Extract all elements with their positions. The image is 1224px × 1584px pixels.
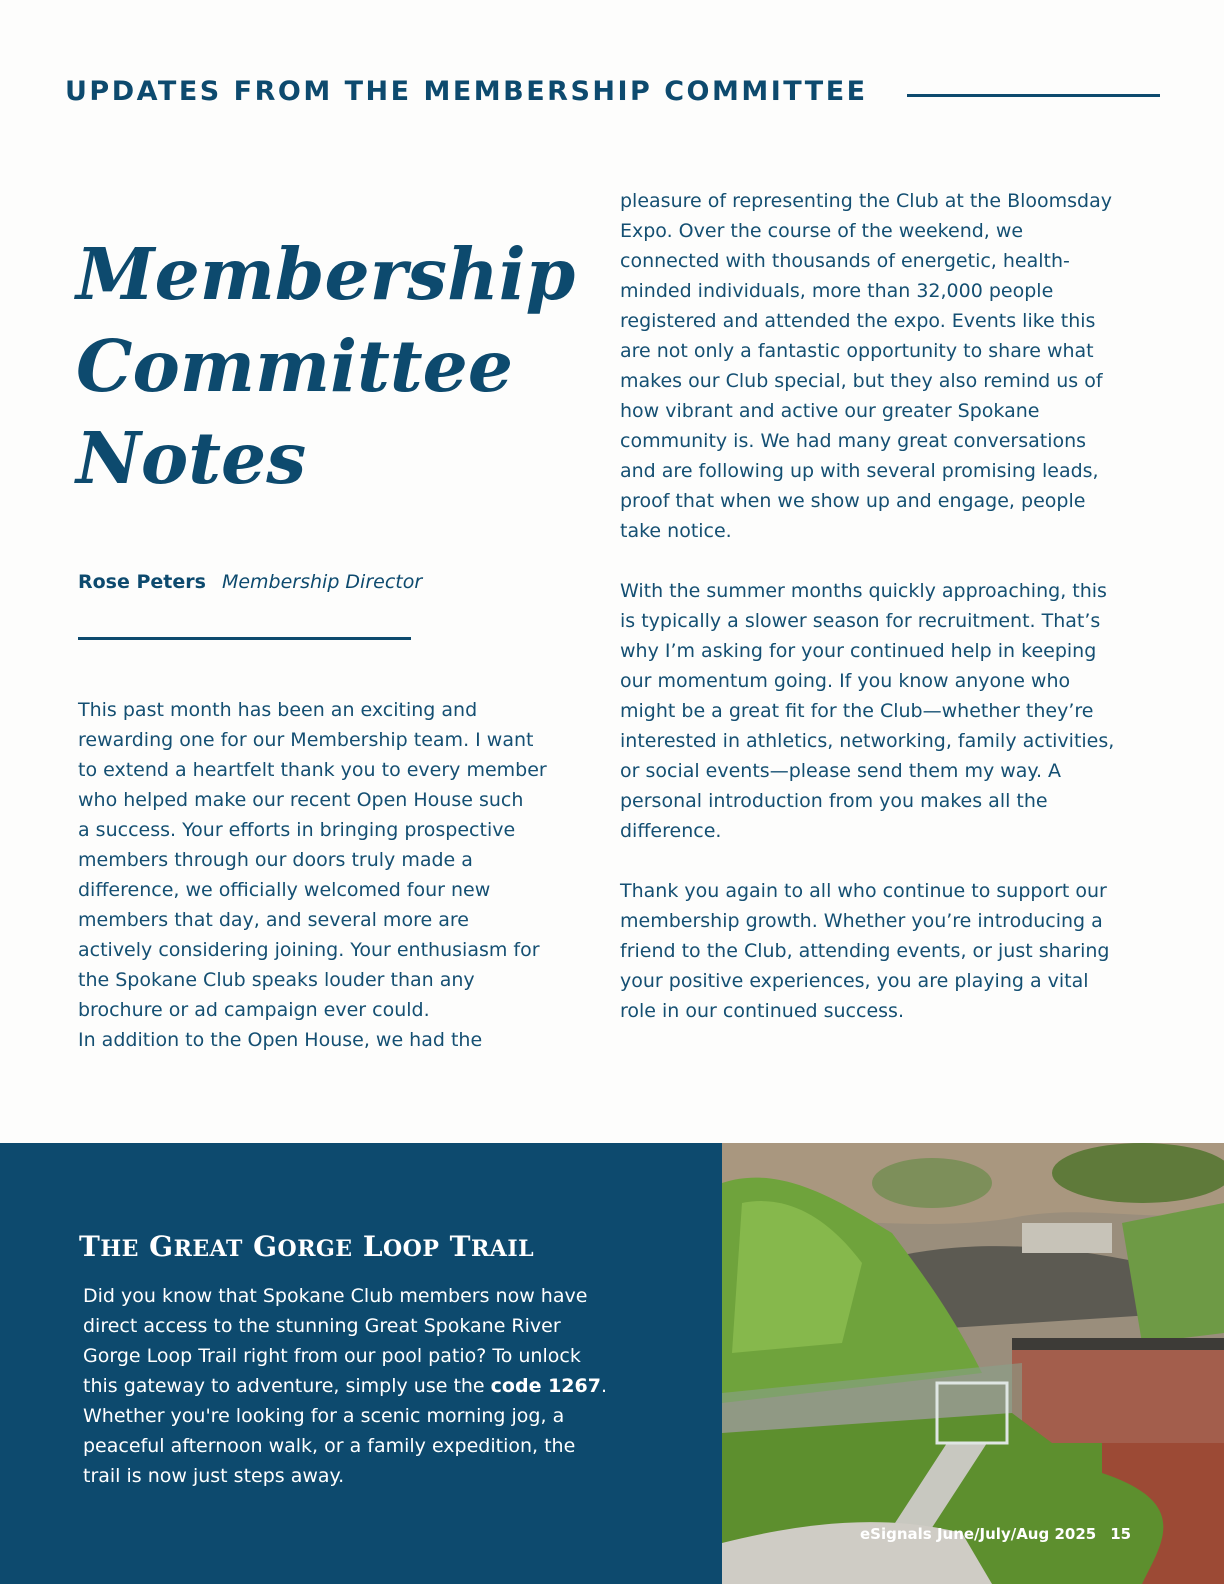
trail-line: Gorge Loop Trail right from our pool patio? To unlock — [83, 1345, 581, 1367]
paragraph-gap — [620, 846, 1114, 876]
body-line: brochure or ad campaign ever could. — [78, 999, 430, 1021]
body-line: actively considering joining. Your enthusiasm for — [78, 939, 540, 961]
trail-line-text: this gateway to adventure, simply use the — [83, 1375, 491, 1397]
right-column — [620, 186, 1114, 1026]
body-line: personal introduction from you makes all the — [620, 790, 1048, 812]
article-title — [76, 228, 576, 504]
body-line: and are following up with several promising leads, — [620, 460, 1099, 482]
body-line: difference. — [620, 820, 722, 842]
body-line: Expo. Over the course of the weekend, we — [620, 220, 1024, 242]
trail-line: direct access to the stunning Great Spokane River — [83, 1315, 561, 1337]
trail-title-part: REAT — [173, 1236, 243, 1262]
body-line: the Spokane Club speaks louder than any — [78, 969, 475, 991]
body-line: or social events—please send them my way. A — [620, 760, 1062, 782]
photo-trees-far — [1052, 1143, 1224, 1203]
trail-title-part: RAIL — [470, 1236, 535, 1262]
body-line: take notice. — [620, 520, 732, 542]
trail-title-part: G — [253, 1230, 278, 1263]
body-line: connected with thousands of energetic, health- — [620, 250, 1070, 272]
trail-title-part: OOP — [383, 1236, 440, 1262]
body-line: who helped make our recent Open House such — [78, 789, 524, 811]
photo-building — [1022, 1223, 1112, 1253]
body-line: your positive experiences, you are playing a vital — [620, 970, 1089, 992]
body-line: why I’m asking for your continued help in keeping — [620, 640, 1097, 662]
article-title-line: Committee — [76, 324, 514, 408]
trail-line-text: . — [600, 1375, 608, 1397]
body-line: minded individuals, more than 32,000 people — [620, 280, 1054, 302]
access-code: code 1267 — [490, 1375, 601, 1397]
trail-title-part: T — [79, 1230, 101, 1263]
body-line: a success. Your efforts in bringing prospective — [78, 819, 516, 841]
photo-shrubs — [872, 1158, 992, 1208]
trail-line — [83, 1371, 607, 1401]
body-line: Thank you again to all who continue to support our — [620, 880, 1107, 902]
article-title-line: Notes — [76, 416, 307, 500]
section-header: UPDATES FROM THE MEMBERSHIP COMMITTEE — [65, 76, 868, 107]
body-line: is typically a slower season for recruitment. That’s — [620, 610, 1101, 632]
trail-title-part: HE — [100, 1236, 139, 1262]
body-line: registered and attended the expo. Events like this — [620, 310, 1096, 332]
body-line: to extend a heartfelt thank you to every member — [78, 759, 547, 781]
trail-line: Whether you're looking for a scenic morning jog, a — [83, 1405, 565, 1427]
body-line: are not only a fantastic opportunity to share what — [620, 340, 1094, 362]
body-line: difference, we officially welcomed four new — [78, 879, 491, 901]
trail-photo — [722, 1143, 1224, 1584]
body-line: our momentum going. If you know anyone who — [620, 670, 1071, 692]
body-line: proof that when we show up and engage, people — [620, 490, 1086, 512]
byline-rule — [78, 637, 411, 640]
body-line: This past month has been an exciting and — [78, 699, 478, 721]
trail-title-part: ORGE — [277, 1236, 353, 1262]
body-line: makes our Club special, but they also remind us of — [620, 370, 1103, 392]
body-line: membership growth. Whether you’re introducing a — [620, 910, 1103, 932]
publication-name: eSignals June/July/Aug 2025 — [860, 1525, 1097, 1543]
byline — [78, 571, 422, 593]
body-line: community is. We had many great conversations — [620, 430, 1087, 452]
left-column — [78, 695, 547, 1055]
body-line: rewarding one for our Membership team. I want — [78, 729, 534, 751]
body-line: In addition to the Open House, we had the — [78, 1029, 483, 1051]
trail-title — [79, 1230, 534, 1263]
trail-line: Did you know that Spokane Club members now have — [83, 1285, 588, 1307]
body-line: pleasure of representing the Club at the Bloomsday — [620, 190, 1112, 212]
body-line: With the summer months quickly approaching, this — [620, 580, 1107, 602]
body-line: might be a great fit for the Club—whether they’re — [620, 700, 1094, 722]
trail-line: peaceful afternoon walk, or a family expedition, the — [83, 1435, 576, 1457]
trail-title-part: L — [362, 1230, 383, 1263]
trail-body — [83, 1281, 607, 1491]
body-line: members that day, and several more are — [78, 909, 469, 931]
body-line: how vibrant and active our greater Spokane — [620, 400, 1040, 422]
trail-photo-illustration — [722, 1143, 1224, 1584]
body-line: role in our continued success. — [620, 1000, 904, 1022]
trail-line: trail is now just steps away. — [83, 1465, 345, 1487]
page-number: 15 — [1110, 1525, 1132, 1543]
trail-title-part: G — [149, 1230, 174, 1263]
article-title-line: Membership — [76, 232, 576, 316]
paragraph-gap — [620, 546, 1114, 576]
trail-title-part: T — [449, 1230, 471, 1263]
body-line: interested in athletics, networking, family activities, — [620, 730, 1115, 752]
author-name: Rose Peters — [78, 571, 206, 593]
header-rule — [907, 94, 1160, 97]
body-line: friend to the Club, attending events, or just sharing — [620, 940, 1110, 962]
author-role: Membership Director — [221, 571, 423, 593]
page-footer — [860, 1525, 1131, 1543]
body-line: members through our doors truly made a — [78, 849, 473, 871]
photo-railing — [1012, 1338, 1224, 1350]
